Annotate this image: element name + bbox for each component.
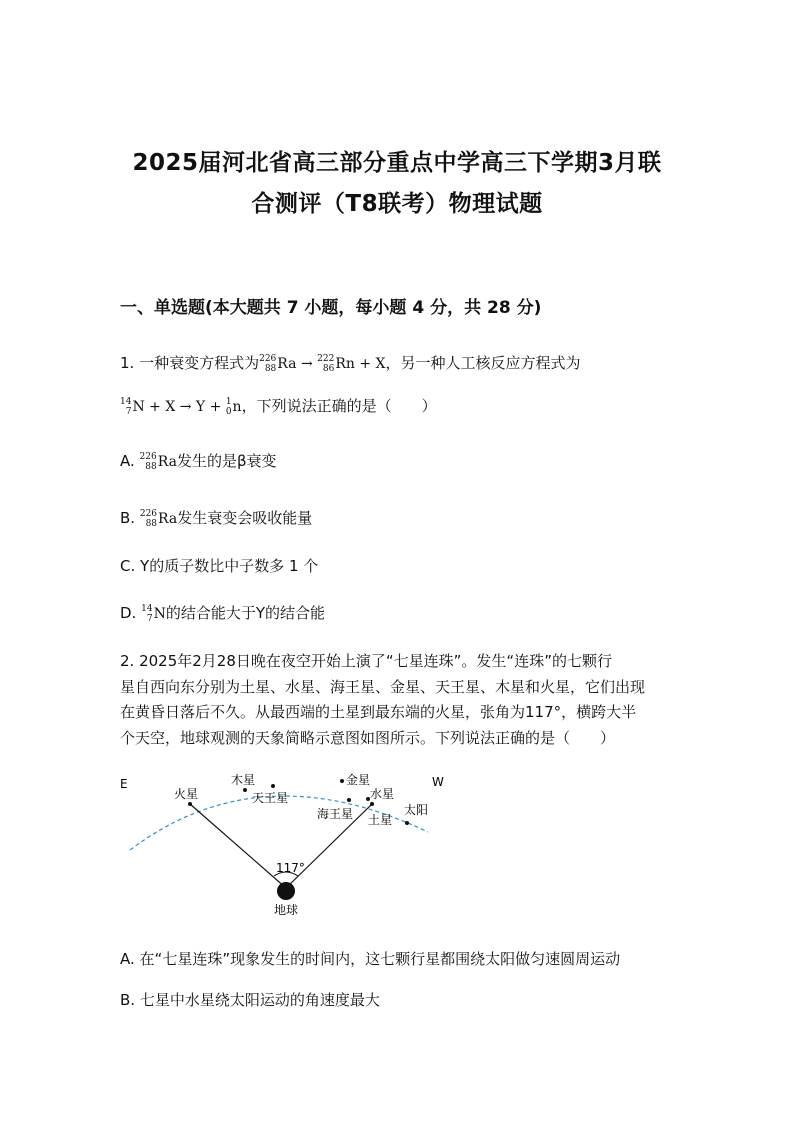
angle-label: 117° <box>276 861 305 875</box>
q1-option-a: A. 226 88 Ra发生的是β衰变 <box>120 451 277 472</box>
q1-option-c: C. Y的质子数比中子数多 1 个 <box>120 557 319 575</box>
q1-stem-line-1: 1. 一种衰变方程式为 226 88 Ra → 222 86 Rn + X，另一种人工核反应方程式为 <box>120 353 581 374</box>
sun-label: 太阳 <box>404 803 429 817</box>
section-heading: 一、单选题(本大题共 7 小题，每小题 4 分，共 28 分) <box>120 298 542 318</box>
q2-stem-line: 在黄昏日落后不久。从最西端的土星到最东端的火星，张角为117°，横跨大半 <box>120 703 637 721</box>
q2-option-a: A. 在“七星连珠”现象发生的时间内，这七颗行星都围绕太阳做匀速圆周运动 <box>120 950 621 968</box>
page-title-line-1: 2025届河北省高三部分重点中学高三下学期3月联 <box>132 150 662 176</box>
q2-option-b: B. 七星中水星绕太阳运动的角速度最大 <box>120 991 380 1009</box>
mars-label: 火星 <box>174 787 199 801</box>
saturn-label: 土星 <box>368 813 393 827</box>
q1-stem-line-2: 14 7 N + X → Y + 1 0 n，下列说法正确的是（ ） <box>120 396 437 417</box>
page-title-line-2: 合测评（T8联考）物理试题 <box>251 191 543 217</box>
uranus-label: 天王星 <box>252 791 289 805</box>
q1-option-b: B. 226 88 Ra发生衰变会吸收能量 <box>120 508 313 529</box>
q1-stem-prefix: 1. 一种衰变方程式为 <box>120 354 260 372</box>
q1-stem-tail: ，下列说法正确的是（ ） <box>241 397 437 415</box>
sun-dot <box>405 821 409 825</box>
q2-stem <box>120 649 680 751</box>
uranus-dot <box>271 784 275 788</box>
jupiter-dot <box>243 788 247 792</box>
venus-label: 金星 <box>346 773 371 787</box>
line-of-sight-mars <box>190 804 286 888</box>
q2-stem-line: 个天空，地球观测的天象简略示意图如图所示。下列说法正确的是（ ） <box>120 728 616 747</box>
neptune-dot <box>347 798 351 802</box>
mercury-label: 水星 <box>370 787 395 801</box>
jupiter-label: 木星 <box>231 773 256 787</box>
earth-label: 地球 <box>274 903 299 917</box>
q2-stem-line: 2. 2025年2月28日晚在夜空开始上演了“七星连珠”。发生“连珠”的七颗行 <box>120 652 612 670</box>
west-label: W <box>432 775 444 789</box>
venus-dot <box>340 779 344 783</box>
east-label: E <box>120 777 128 791</box>
neptune-label: 海王星 <box>317 807 354 821</box>
q1-stem-mid: ，另一种人工核反应方程式为 <box>385 354 581 372</box>
mars-dot <box>188 802 192 806</box>
q1-option-d: D. 14 7 N的结合能大于Y的结合能 <box>120 603 325 624</box>
saturn-dot <box>370 802 374 806</box>
planet-alignment-figure <box>110 762 460 922</box>
q2-stem-line: 星自西向东分别为土星、水星、海王星、金星、天王星、木星和火星，它们出现 <box>120 677 646 696</box>
earth-marker <box>277 882 295 900</box>
